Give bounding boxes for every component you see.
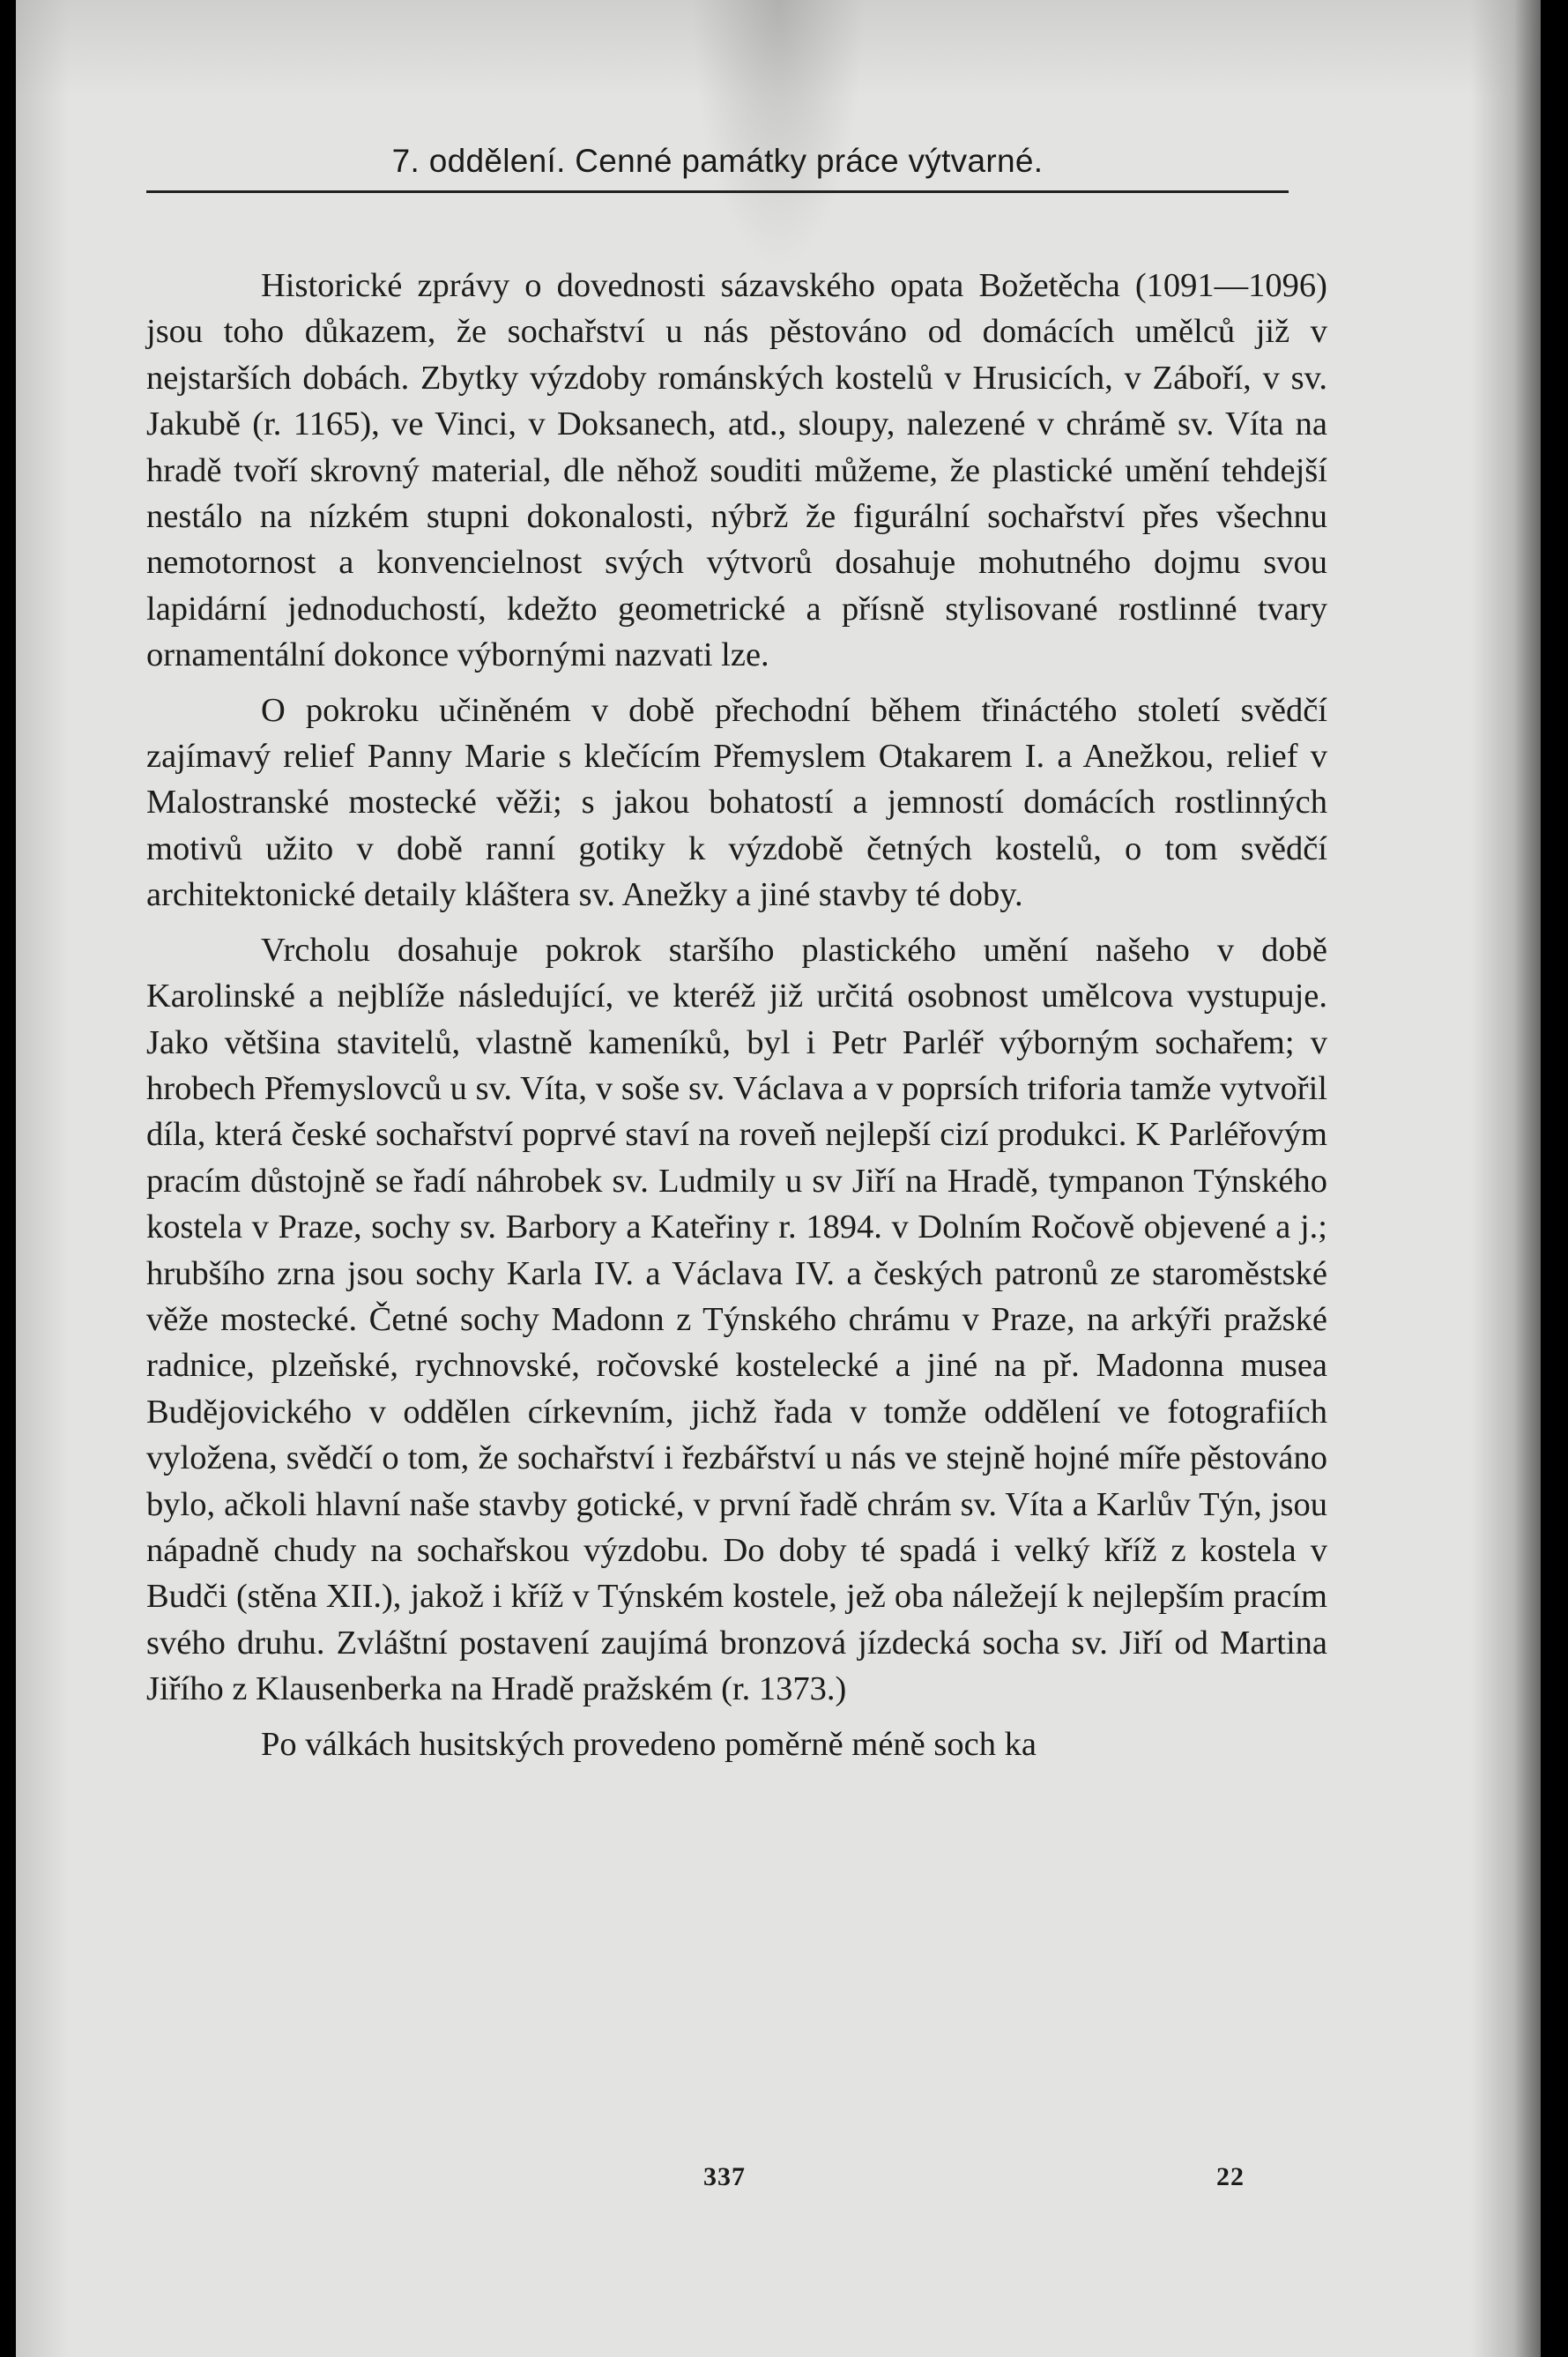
header-rule <box>146 190 1289 193</box>
page-number: 337 <box>703 2162 746 2191</box>
paragraph-2: O pokroku učiněném v době přechodní během třináctého století svědčí zajímavý relief Panny Marie s klečícím Přemyslem Otakarem I. a Anežkou, relief v Malostranské mostecké věži; s jakou bohatostí a jemností domácích rostlinných motivů užito v době ranní gotiky k výzdobě četných kostelů, o tom svědčí architektonické detaily kláštera sv. Anežky a jiné stavby té doby. <box>146 691 1327 914</box>
section-title: 7. oddělení. Cenné památky práce výtvarné. <box>391 143 1044 179</box>
paragraph-3: Vrcholu dosahuje pokrok staršího plastického umění našeho v době Karolinské a nejblíže následující, ve kteréž již určitá osobnost umělcova vystupuje. Jako většina stavitelů, vlastně kameníků, byl i Petr Parléř výborným sochařem; v hrobech Přemyslovců u sv. Víta, v soše sv. Václava a v poprsích triforia tamže vytvořil díla, která české sochařství poprvé staví na roveň nejlepší cizí produkci. K Parléřovým pracím důstojně se řadí náhrobek sv. Ludmily u sv Jiří na Hradě, tympanon Týnského kostela v Praze, sochy sv. Barbory a Kateřiny r. 1894. v Dolním Ročově objevené a j.; hrubšího zrna jsou sochy Karla IV. a Václava IV. a českých patronů ze staroměstské věže mostecké. Četné sochy Madonn z Týnského chrámu v Praze, na arkýři pražské radnice, plzeňské, rychnovské, ročovské kostelecké a jiné na př. Madonna musea Budějovického v oddělen církevním, jichž řada v tomže oddělení ve fotografiích vyložena, svědčí o tom, že sochařství i řezbářství u nás ve stejně hojné míře pěstováno bylo, ačkoli hlavní naše stavby gotické, v první řadě chrám sv. Víta a Karlův Týn, jsou nápadně chudy na sochařskou výzdobu. Do doby té spadá i velký kříž z kostela v Budči (stěna XII.), jakož i kříž v Týnském kostele, jež oba náležejí k nejlepším pracím svého druhu. Zvláštní postavení zaujímá bronzová jízdecká socha sv. Jiří od Martina Jiřího z Klausenberka na Hradě pražském (r. 1373.) <box>146 931 1327 1708</box>
book-page <box>16 0 1541 2357</box>
signature-mark: 22 <box>1216 2162 1245 2191</box>
paragraph-1: Historické zprávy o dovednosti sázavského opata Božetěcha (1091—1096) jsou toho důkazem, že sochařství u nás pěstováno od domácích umělců již v nejstarších dobách. Zbytky výzdoby románských kostelů v Hrusicích, v Záboří, v sv. Jakubě (r. 1165), ve Vinci, v Doksanech, atd., sloupy, nalezené v chrámě sv. Víta na hradě tvoří skrovný material, dle něhož souditi můžeme, že plastické umění tehdejší nestálo na nízkém stupni dokonalosti, nýbrž že figurální sochařství přes všechnu nemotornost a konvencielnost svých výtvorů dosahuje mohutného dojmu svou lapidární jednoduchostí, kdežto geometrické a přísně stylisované rostlinné tvary ornamentální dokonce výbornými nazvati lze. <box>146 267 1327 674</box>
body-text <box>146 263 1327 1767</box>
paragraph-4: Po válkách husitských provedeno poměrně méně soch ka <box>261 1725 1037 1763</box>
page-edge-shadow <box>1514 0 1541 2357</box>
page-header <box>146 139 1289 194</box>
